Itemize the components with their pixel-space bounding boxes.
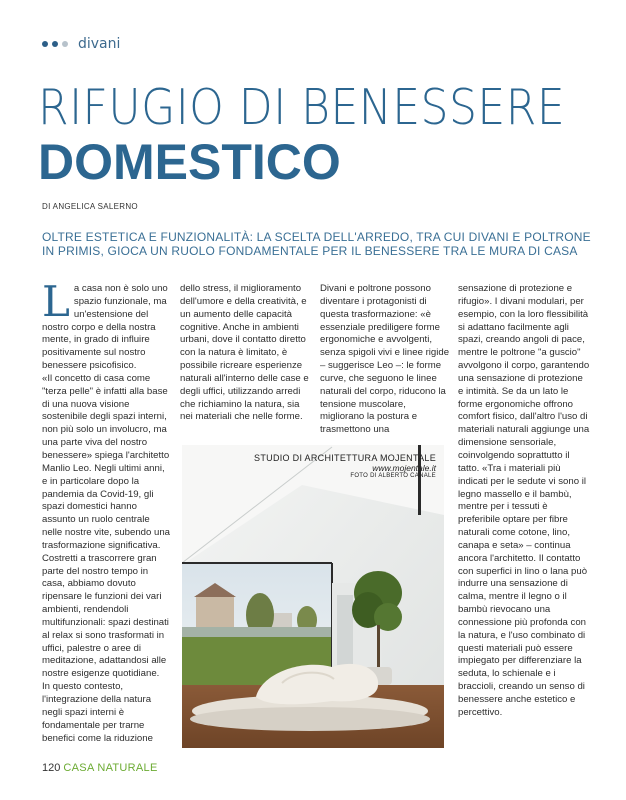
body-paragraph: dello stress, il miglioramento dell'umore e della creatività, e un aumento delle capacità cognitive. Anche in ambienti urbani, dove il contatto diretto con la natura è limitato, è possibile ricreare esperienze naturali all'interno delle case e degli uffici, utilizzando arredi che richiamino la natura, sia nei materiali che nelle forme. [180, 283, 309, 423]
interior-photo [182, 445, 444, 748]
body-column-1 [42, 277, 172, 745]
body-paragraph: Divani e poltrone possono diventare i protagonisti di questa trasformazione: «è essenziale prediligere forme ergonomiche e avvolgenti, senza spigoli vivi e linee rigide – suggerisce Leo –: le forme curve, che seguono le linee naturali del corpo, riducono la tensione muscolare, migliorano la postura e trasmettono una [320, 283, 450, 436]
living-room-illustration [182, 445, 444, 748]
section-dot-3 [62, 41, 68, 47]
title-line-2: DOMESTICO [38, 134, 341, 190]
body-paragraph: a casa non è solo uno spazio funzionale, ma un'estensione del nostro corpo e della nostra mente, in grado di influire positivamente sul nostro benessere psicofisico. [42, 283, 168, 372]
section-dot-1 [42, 41, 48, 47]
photo-caption [254, 453, 436, 479]
byline: DI ANGELICA SALERNO [42, 202, 138, 211]
caption-credit: FOTO DI ALBERTO CANALE [350, 473, 436, 479]
body-paragraph: «Il concetto di casa come "terza pelle" è infatti alla base di una nuova visione sostenibile degli spazi interni, non più solo un involucro, ma una parte viva del nostro benessere» spiega l'architetto Manlio Leo. Negli ultimi anni, e in particolare dopo la pandemia da Covid-19, gli spazi domestici hanno assunto un ruolo centrale nelle nostre vite, subendo una trasformazione significativa. Costretti a trascorrere gran parte del nostro tempo in casa, abbiamo dovuto ripensare le funzioni dei vari ambienti, rendendoli multifunzionali: spazi destinati al relax si sono trasformati in uffici, palestre o aree di meditazione, adattandosi alle nostre esigenze quotidiane. [42, 372, 171, 680]
drop-cap: L [42, 277, 70, 326]
magazine-name: CASA NATURALE [63, 762, 158, 774]
page-footer [42, 762, 158, 774]
section-label-group [42, 36, 120, 52]
title-line-1: RIFUGIO DI BENESSERE [38, 79, 566, 136]
body-column-4 [458, 283, 590, 720]
body-paragraph: In questo contesto, l'integrazione della natura negli spazi interni è fondamentale per trarne benefici come la riduzione [42, 681, 153, 744]
section-dot-2 [52, 41, 58, 47]
caption-studio: STUDIO DI ARCHITETTURA MOJENTALE [254, 453, 436, 463]
page-number: 120 [42, 762, 61, 774]
caption-url[interactable]: www.mojentale.it [372, 463, 436, 473]
lead-paragraph: OLTRE ESTETICA E FUNZIONALITÀ: LA SCELTA DELL'ARREDO, TRA CUI DIVANI E POLTRONE IN PRIMIS, GIOCA UN RUOLO FONDAMENTALE PER IL BENESSERE TRA LE MURA DI CASA [42, 230, 591, 258]
body-column-3 [320, 283, 450, 437]
body-column-2 [180, 283, 310, 424]
section-label: divani [78, 36, 121, 52]
body-paragraph: sensazione di protezione e rifugio». I divani modulari, per esempio, con la loro flessibilità si adattano facilmente agli spazi, creando angoli di pace, mentre le poltrone "a guscio" avvolgono il corpo, garantendo una sensazione di protezione e intimità. Se da un lato le forme ergonomiche offrono comfort fisico, dall'altro l'uso di materiali naturali aggiunge una dimensione sensoriale, coinvolgendo soprattutto il tatto. «Tra i materiali più indicati per le sedute vi sono il legno massello e il bambù, mentre per i tessuti è preferibile optare per fibre naturali come cotone, lino, canapa e seta» – continua ancora l'architetto. Il contatto con superfici in lino o lana può indurre una sensazione di calma, mentre il legno o il bambù rievocano una connessione più profonda con la natura, e l'uso combinato di questi materiali può essere impiegato per differenziare la seduta, lo schienale e i braccioli, creando un senso di benessere anche estetico e percettivo. [458, 283, 590, 718]
